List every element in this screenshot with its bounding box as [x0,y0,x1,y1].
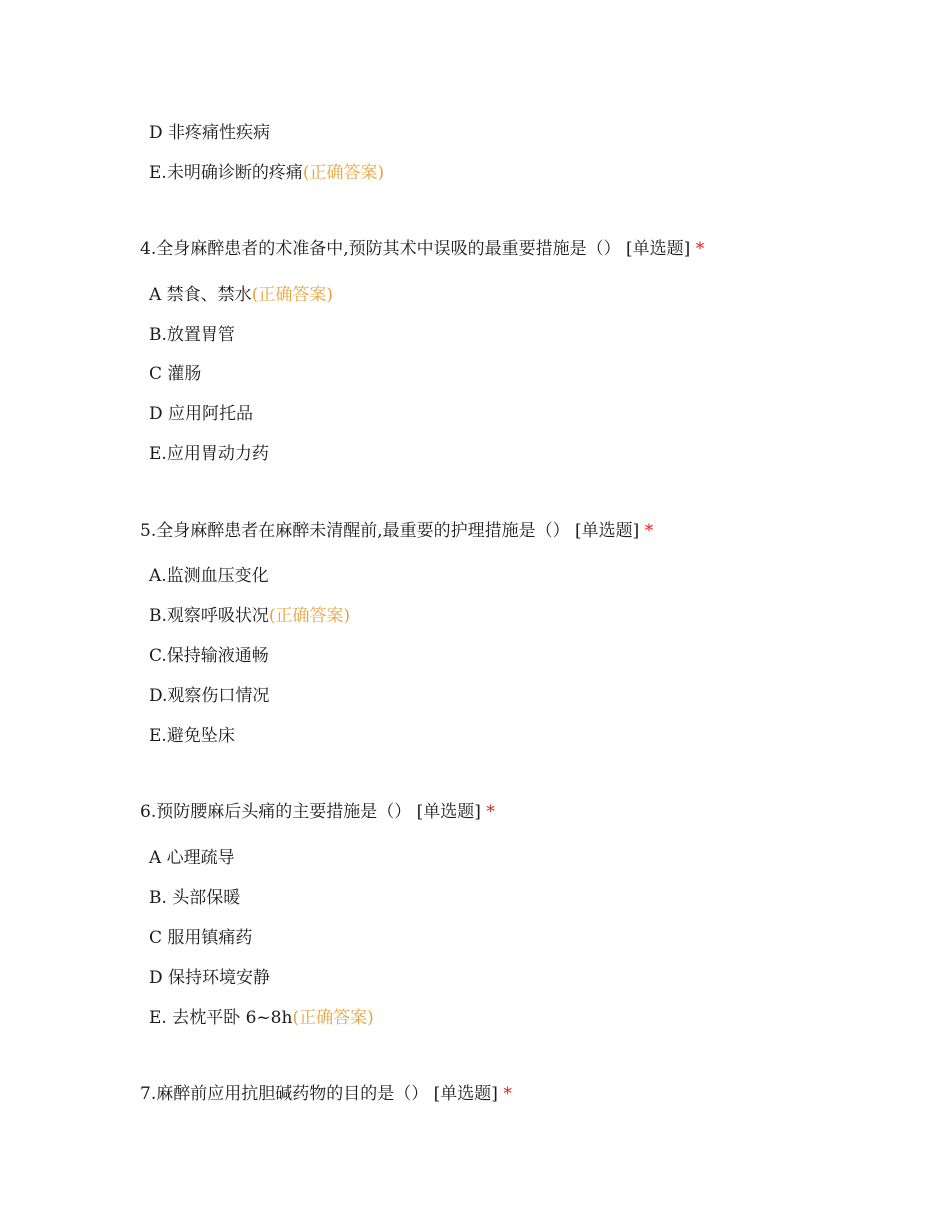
option-text: E.未明确诊断的疼痛 [149,163,303,183]
correct-answer-tag: (正确答案) [268,606,351,626]
question-type-label: [单选题] [433,1084,498,1104]
question-text: 7.麻醉前应用抗胆碱药物的目的是（） [140,1084,429,1104]
question-title-4 [140,238,704,260]
option-text: A 禁食、禁水 [149,285,252,305]
correct-answer-tag: (正确答案) [292,1008,374,1028]
option-item [149,887,240,909]
correct-answer-tag: (正确答案) [302,163,385,183]
option-item [149,847,235,869]
question-title-5 [140,520,653,542]
required-mark: * [644,521,654,541]
question-type-label: [单选题] [416,802,481,822]
option-item [149,162,384,184]
option-text: B.放置胃管 [149,325,235,345]
option-item [149,927,252,949]
option-text: B.观察呼吸状况 [149,606,269,626]
correct-answer-tag: (正确答案) [251,285,333,305]
question-type-label: [单选题] [575,521,640,541]
option-item [149,967,270,989]
option-item [149,725,235,747]
option-item [149,284,333,306]
option-text: D 保持环境安静 [149,968,271,988]
option-text: A 心理疏导 [149,848,235,868]
option-text: D 应用阿托品 [149,404,254,424]
option-text: D 非疼痛性疾病 [149,123,271,143]
question-text: 4.全身麻醉患者的术准备中,预防其术中误吸的最重要措施是（） [140,239,621,259]
required-mark: * [503,1084,512,1104]
option-text: E. 去枕平卧 6~8h [149,1008,293,1028]
option-text: E.避免坠床 [149,726,235,746]
question-title-6 [140,801,495,823]
option-text: E.应用胃动力药 [149,444,269,464]
question-text: 5.全身麻醉患者在麻醉未清醒前,最重要的护理措施是（） [140,521,570,541]
required-mark: * [695,239,705,259]
option-item [149,565,269,587]
question-text: 6.预防腰麻后头痛的主要措施是（） [140,802,412,822]
question-title-7 [140,1083,512,1105]
option-item [149,1007,374,1029]
option-text: B. 头部保暖 [149,888,241,908]
option-item [149,324,235,346]
option-item [149,605,350,627]
option-item [149,645,269,667]
option-item [149,443,269,465]
question-type-label: [单选题] [626,239,691,259]
option-item [149,122,270,144]
option-item [149,363,201,385]
option-item [149,403,253,425]
option-text: C 灌肠 [149,364,202,384]
option-text: A.监测血压变化 [149,566,269,586]
option-item [149,685,269,707]
option-text: C 服用镇痛药 [149,928,253,948]
required-mark: * [486,802,495,822]
option-text: D.观察伤口情况 [149,686,270,706]
option-text: C.保持输液通畅 [149,646,269,666]
